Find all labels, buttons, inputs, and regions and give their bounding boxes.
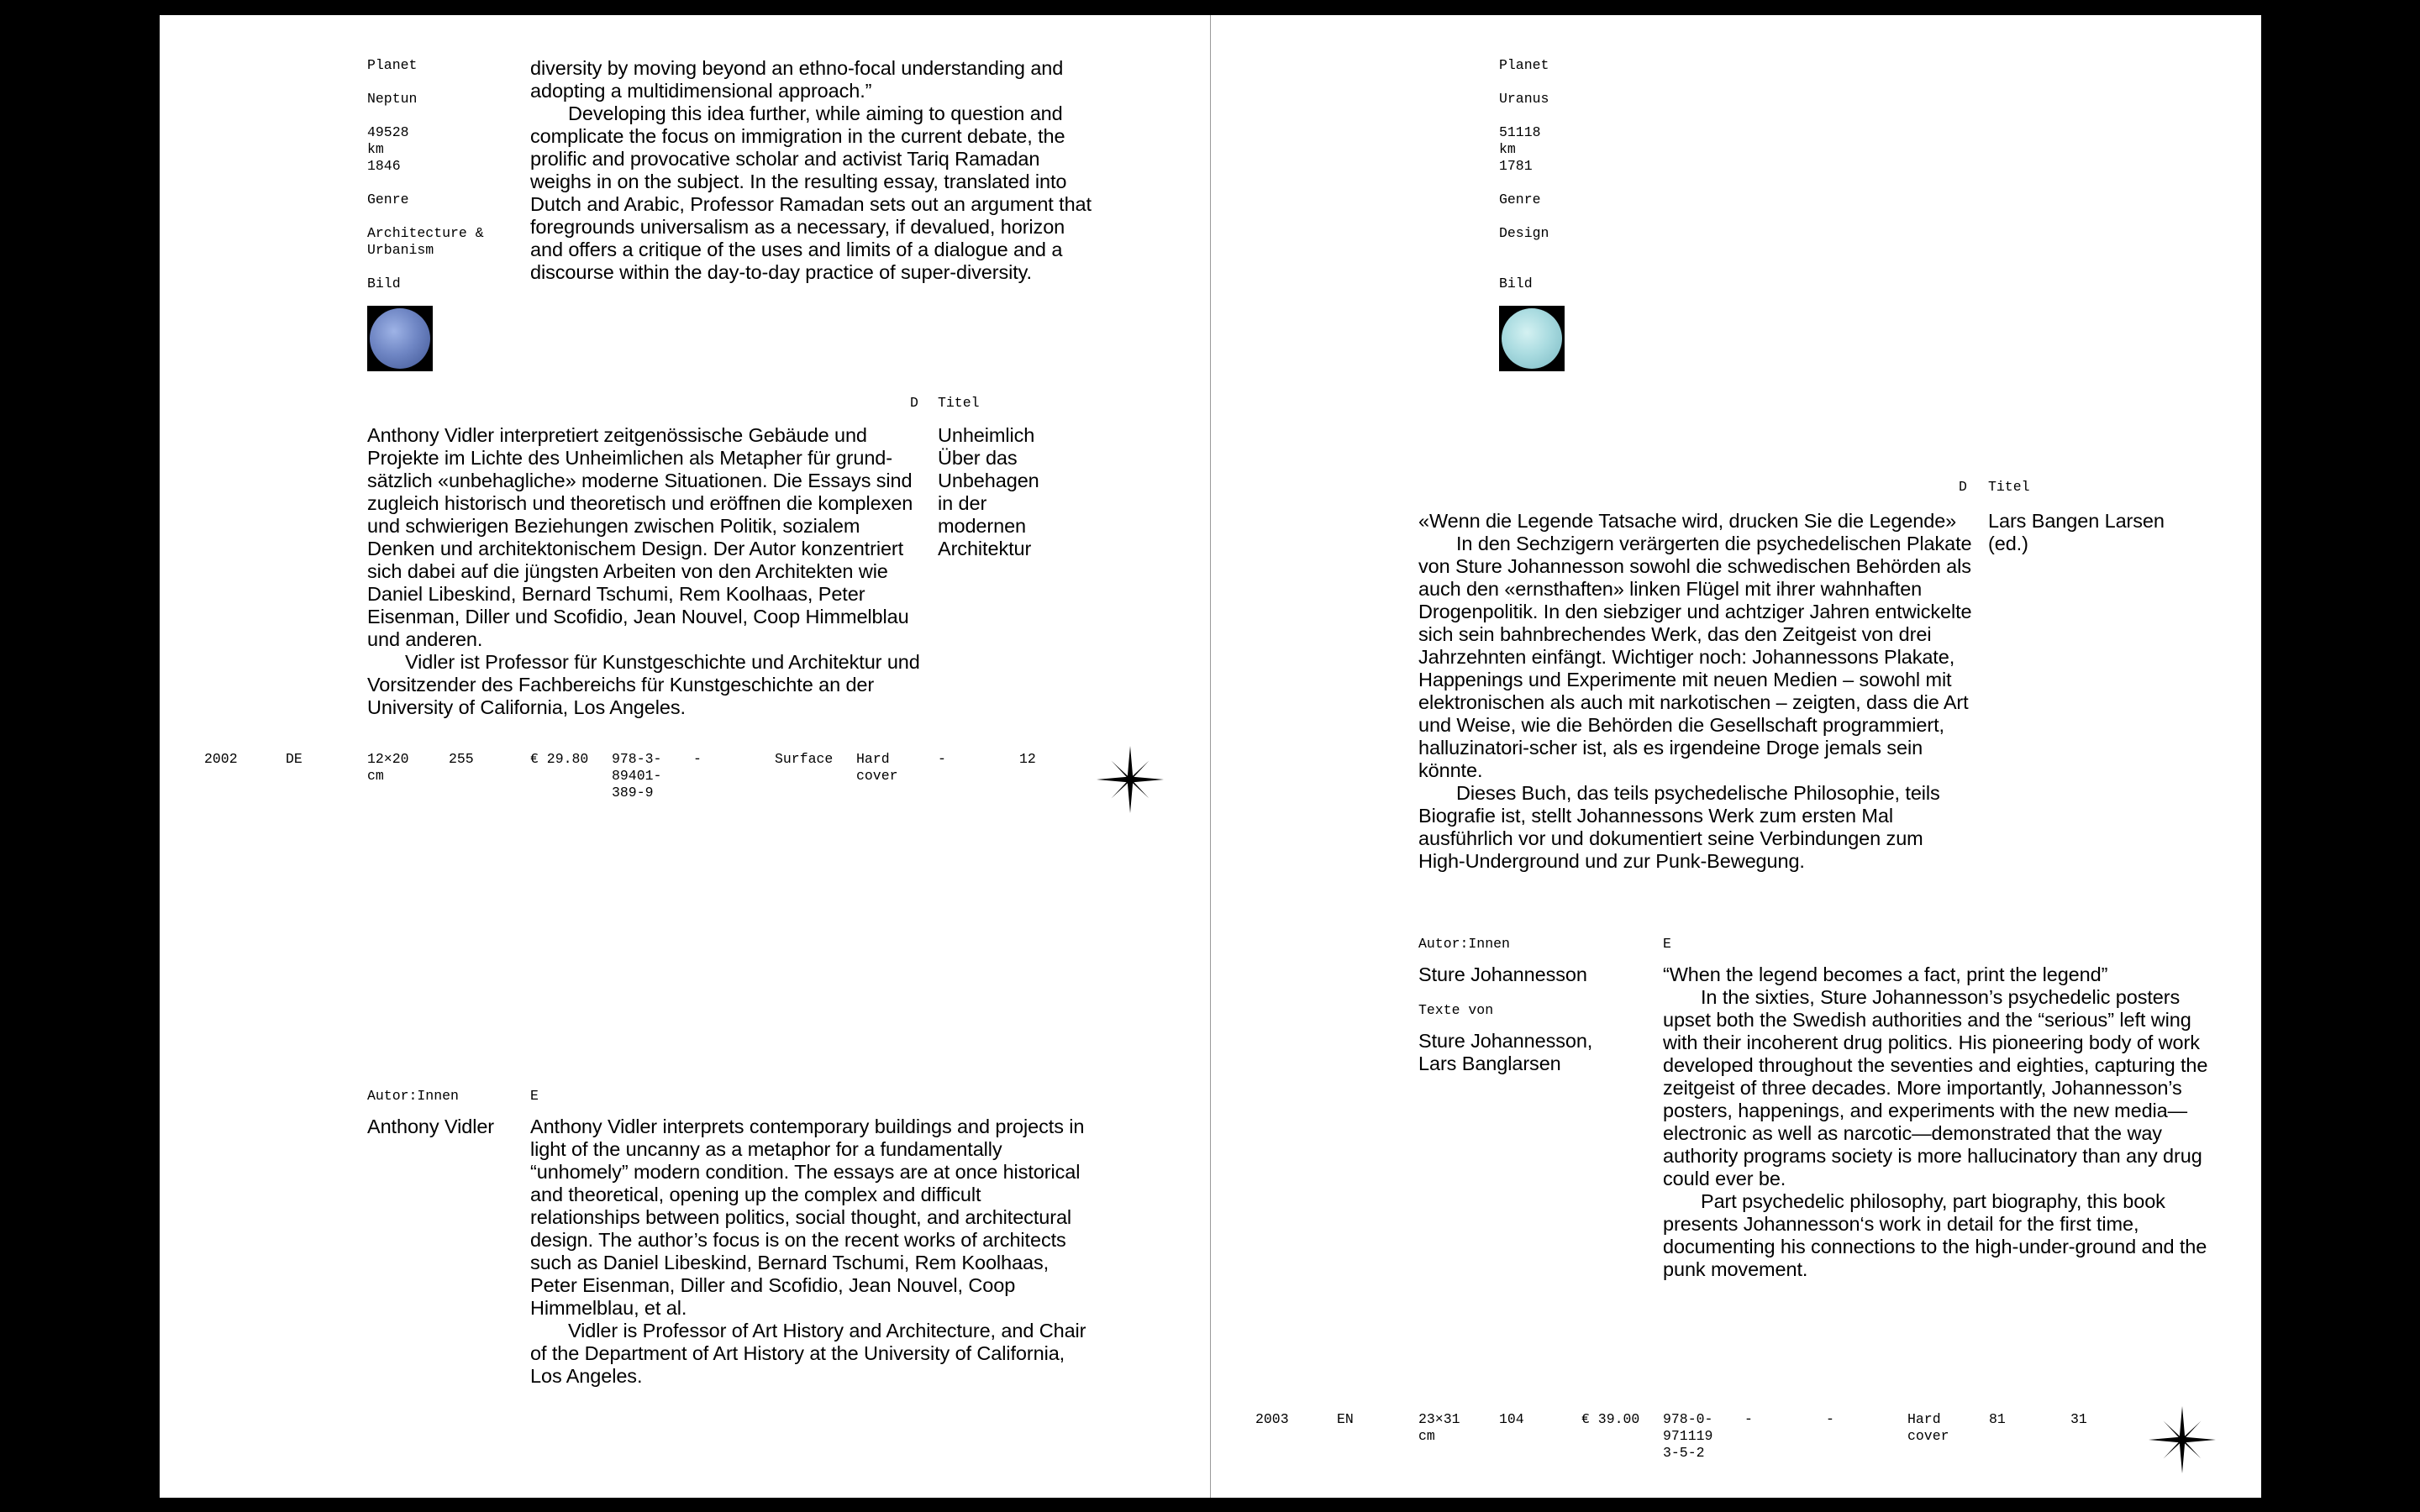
genre-value: Architecture & Urbanism: [367, 225, 484, 258]
genre-label: Genre: [1499, 192, 1541, 207]
paragraph: In den Sechzigern verärgerten die psychedelischen Plakate von Sture Johannesson sowohl die schwedischen Behörden als auch den «ernsthaften» linken Flügel mit ihrer wahnhaften Drogenpolitik. In den siebziger und achtziger Jahren entwickelte sich sein bahnbrechendes Werk, das den Zeitgeist von drei Jahrzehnten einfängt. Wichtiger noch: Johannessons Plakate, Happenings und Experimente mit neuen Medien – sowohl mit elektronischen als auch mit narkotischen – zeigten, dass die Art und Weise, wie die Behörden die Gesellschaft programmiert, halluzinatori-scher ist, als es irgendeine Droge jemals sein könnte.: [1418, 533, 1972, 781]
planet-stats: 51118 km 1781: [1499, 124, 1541, 174]
spec-language: DE: [286, 751, 302, 767]
spec-language: EN: [1337, 1411, 1354, 1427]
paragraph: diversity by moving beyond an ethno-focal understanding and adopting a multidimensional approach.”: [530, 57, 1064, 102]
authors-label: Autor:Innen: [1418, 936, 1510, 952]
spec-finish: -: [1826, 1411, 1834, 1427]
book-title: Lars Bangen Larsen (ed.): [1988, 510, 2165, 554]
neptune-planet-icon: [367, 306, 433, 371]
english-description: [1663, 963, 2222, 1281]
spec-isbn: 978-0- 971119 3-5-2: [1663, 1411, 1713, 1461]
left-page: [160, 15, 1210, 1498]
planet-label: Planet: [1499, 57, 1549, 73]
author-name: Sture Johannesson: [1418, 963, 1587, 985]
english-text-top: [530, 57, 1093, 284]
language-label-en: E: [530, 1088, 539, 1104]
paragraph: Vidler is Professor of Art History and Architecture, and Chair of the Department of Art History at the University of California, Los Angeles.: [530, 1320, 1086, 1387]
planet-name: Uranus: [1499, 91, 1549, 107]
spec-year: 2002: [204, 751, 238, 767]
spec-year: 2003: [1255, 1411, 1289, 1427]
paragraph: In the sixties, Sture Johannesson’s psychedelic posters upset both the Swedish authorities and the “serious” left wing with their incoherent drug politics. His pioneering body of work developed throughout the seventies and eighties, capturing the zeitgeist of three decades. More importantly, Johannesson’s posters, happenings, and experiments with the new media—electronic as well as narcotic—demonstrated that the way authority programs society is more hallucinatory than any drug could ever be.: [1663, 986, 2208, 1189]
spec-col10: 81: [1989, 1411, 2006, 1427]
genre-value: Design: [1499, 225, 1549, 241]
uranus-planet-icon: [1499, 306, 1565, 371]
german-description: [1418, 510, 1975, 873]
paragraph: “When the legend becomes a fact, print the legend”: [1663, 963, 2108, 985]
title-label: Titel: [938, 395, 980, 411]
spec-col11: 31: [2070, 1411, 2087, 1427]
language-label-de: D: [910, 395, 918, 411]
author-name: Anthony Vidler: [367, 1116, 495, 1137]
genre-label: Genre: [367, 192, 409, 207]
texts-by: Sture Johannesson, Lars Banglarsen: [1418, 1030, 1593, 1074]
star-icon: [2149, 1406, 2216, 1473]
paragraph: Part psychedelic philosophy, part biography, this book presents Johannesson‘s work in detail for the first time, documenting his connections to the high-under-ground and the punk movement.: [1663, 1190, 2207, 1280]
english-description: [530, 1116, 1093, 1388]
german-description: [367, 424, 923, 719]
spec-binding: Hard cover: [856, 751, 898, 784]
spec-pages: 255: [449, 751, 474, 767]
image-label: Bild: [367, 276, 401, 291]
spec-col7: -: [1744, 1411, 1753, 1427]
texts-by-label: Texte von: [1418, 1002, 1494, 1018]
paragraph: Developing this idea further, while aiming to question and complicate the focus on immigration in the current debate, the prolific and provocative scholar and activist Tariq Ramadan weighs in on the subject. In the resulting essay, translated into Dutch and Arabic, Professor Ramadan sets out an argument that foregrounds universalism as a necessary, if devalued, horizon and offers a critique of the uses and limits of a dialogue and a discourse within the day-to-day practice of super-diversity.: [530, 102, 1092, 283]
book-title: Unheimlich Über das Unbehagen in der modernen Architektur: [938, 424, 1039, 559]
planet-name: Neptun: [367, 91, 418, 107]
spec-price: € 39.00: [1581, 1411, 1640, 1427]
paragraph: «Wenn die Legende Tatsache wird, drucken Sie die Legende»: [1418, 510, 1957, 532]
right-page: [1211, 15, 2261, 1498]
spec-col10: -: [938, 751, 946, 767]
spec-size: 23×31 cm: [1418, 1411, 1460, 1444]
spec-col7: -: [693, 751, 702, 767]
paragraph: Anthony Vidler interprets contemporary buildings and projects in light of the uncanny as a metaphor for a fundamentally “unhomely” modern condition. The essays are at once historical and theoretical, opening up the complex and difficult relationships between politics, social thought, and architectural design. The author’s focus is on the recent works of architects such as Daniel Libeskind, Bernard Tschumi, Rem Koolhaas, Peter Eisenman, Diller and Scofidio, Jean Nouvel, Coop Himmelblau, et al.: [530, 1116, 1085, 1319]
language-label-en: E: [1663, 936, 1671, 952]
paragraph: Dieses Buch, das teils psychedelische Philosophie, teils Biografie ist, stellt Johannessons Werk zum ersten Mal ausführlich vor und dokumentiert seine Verbindungen zum High-Underground und zur Punk-Bewegung.: [1418, 782, 1940, 872]
star-icon: [1097, 746, 1164, 813]
spec-pages: 104: [1499, 1411, 1524, 1427]
planet-stats: 49528 km 1846: [367, 124, 409, 174]
spec-price: € 29.80: [530, 751, 589, 767]
spec-size: 12×20 cm: [367, 751, 409, 784]
spec-col11: 12: [1019, 751, 1036, 767]
paragraph: Vidler ist Professor für Kunstgeschichte und Architektur und Vorsitzender des Fachbereichs für Kunstgeschichte an der University of California, Los Angeles.: [367, 651, 920, 718]
language-label-de: D: [1959, 479, 1967, 495]
spec-isbn: 978-3- 89401- 389-9: [612, 751, 662, 801]
spec-finish: Surface: [775, 751, 834, 767]
planet-label: Planet: [367, 57, 418, 73]
authors-label: Autor:Innen: [367, 1088, 459, 1104]
paragraph: Anthony Vidler interpretiert zeitgenössische Gebäude und Projekte im Lichte des Unheimlichen als Metapher für grund-sätzlich «unbehagliche» moderne Situationen. Die Essays sind zugleich historisch und theoretisch und eröffnen die komplexen und schwierigen Beziehungen zwischen Politik, sozialem Denken und architektonischem Design. Der Autor konzentriert sich dabei auf die jüngsten Arbeiten von den Architekten wie Daniel Libeskind, Bernard Tschumi, Rem Koolhaas, Peter Eisenman, Diller und Scofidio, Jean Nouvel, Coop Himmelblau und anderen.: [367, 424, 913, 650]
image-label: Bild: [1499, 276, 1533, 291]
title-label: Titel: [1988, 479, 2030, 495]
spec-binding: Hard cover: [1907, 1411, 1949, 1444]
